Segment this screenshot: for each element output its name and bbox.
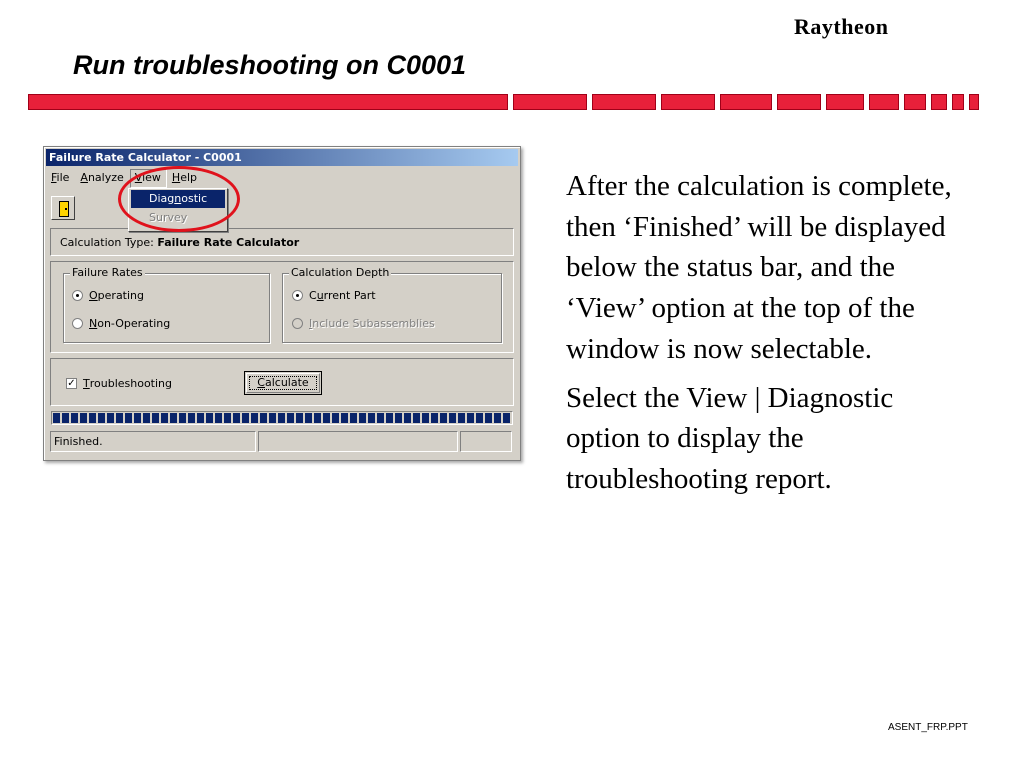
highlight-circle	[118, 166, 240, 232]
radio-include-subassemblies: Include Subassemblies	[292, 317, 435, 330]
calc-type-label: Calculation Type:	[60, 236, 154, 249]
checkbox-checked-icon[interactable]: ✓	[67, 378, 76, 389]
raytheon-logo: Raytheon	[794, 14, 889, 39]
status-pane-3	[460, 431, 512, 452]
radio-operating[interactable]: O perating	[72, 289, 144, 302]
failure-rate-calculator-window	[43, 146, 521, 461]
radio-non-operating[interactable]: N on-Operating	[72, 317, 170, 330]
radio-button-disabled-icon	[292, 318, 303, 329]
paragraph-1: After the calculation is complete, then ‘Finished’ will be displayed below the status bar, and the ‘View’ option at the top of the window is now selectable.	[566, 170, 952, 365]
status-pane-main: Finished.	[50, 431, 256, 452]
exit-button[interactable]	[51, 196, 75, 220]
menu-file[interactable]: File	[51, 171, 70, 184]
radio-button-checked-icon[interactable]	[72, 290, 83, 301]
decorative-stripe	[28, 94, 1008, 110]
footer-filename: ASENT_FRP.PPT	[888, 722, 968, 733]
menu-help[interactable]: Help	[171, 171, 197, 184]
calc-depth-group	[282, 266, 502, 343]
calculate-button[interactable]: Calculate	[244, 371, 322, 395]
failure-rates-group	[63, 266, 270, 343]
slide-body-text	[566, 166, 956, 508]
calc-depth-label: Calculation Depth	[291, 266, 390, 279]
radio-button-icon[interactable]	[72, 318, 83, 329]
progress-fill	[53, 413, 511, 423]
calc-type-row	[60, 236, 299, 249]
window-titlebar[interactable]: Failure Rate Calculator - C0001	[46, 149, 518, 166]
calc-type-value: Failure Rate Calculator	[157, 236, 300, 249]
progress-bar	[51, 411, 513, 425]
checkbox-troubleshooting[interactable]: ✓ T roubleshooting	[67, 377, 173, 390]
menu-analyze[interactable]: Analyze	[80, 171, 124, 184]
failure-rates-label: Failure Rates	[72, 266, 143, 279]
slide-title: Run troubleshooting on C0001	[73, 50, 467, 80]
paragraph-2: Select the View | Diagnostic option to display the troubleshooting report.	[566, 381, 894, 495]
exit-door-icon	[59, 201, 69, 217]
status-pane-2	[258, 431, 458, 452]
menu-item-survey: Survey	[149, 211, 188, 224]
radio-button-checked-icon[interactable]	[292, 290, 303, 301]
menu-view[interactable]: View	[130, 169, 167, 188]
menu-item-diagnostic[interactable]: Diagnostic	[131, 190, 225, 208]
radio-current-part[interactable]: C u rrent Part	[292, 289, 376, 302]
